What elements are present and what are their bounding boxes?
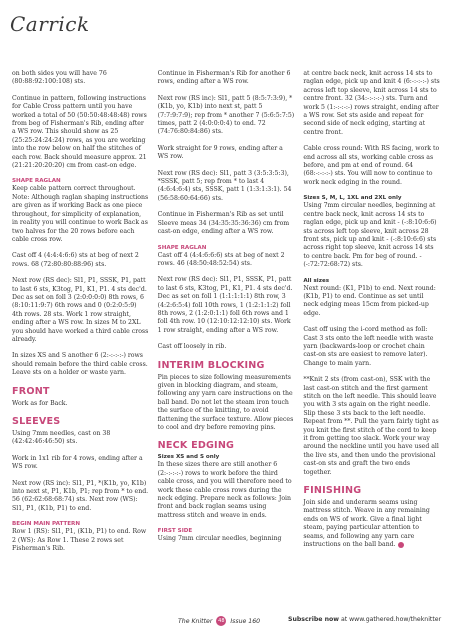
paragraph: Row 1 (RS): Sl1, P1, (K1b, P1) to end. Row 2 (WS): As Row 1. These 2 rows set Fisherman's Rib. bbox=[12, 528, 147, 553]
footer-subscribe[interactable] bbox=[288, 616, 441, 623]
paragraph: Keep cable pattern correct throughout. Note: Although raglan shaping instructions are given as if working Back as one piece throughout, for simplicity of explanation, in reality you will continue to work Back as two halves for the 20 rows before each cable cross row. bbox=[12, 185, 149, 243]
paragraph: at centre back neck, knit across 14 sts to raglan edge, pick up and knit 4 (6:-:-:-:-) sts across left top sleeve, knit across 14 sts to centre front. 32 (34:-:-:-:-) sts. Turn and work 5 (1:-:-:-:-) rows straight, ending after a WS row. Set sts aside and repeat for second side of neck edging, starting at centre front. bbox=[303, 70, 440, 136]
paragraph: Cable cross round: With RS facing, work to end across all sts, working cable cross as before, and pm at end of round. 64 (68:-:-:-:-) sts. You will now to continue to work neck edging in the round. bbox=[303, 145, 440, 186]
paragraph: Using 7mm circular needles, beginning at centre back neck, knit across 14 sts to raglan edge, pick up and knit - (-:8:10:6:6) sts across left top sleeve, knit across 28 front sts, pick up and knit - (-:8:10:6:6) sts across right top sleeve, knit across 14 sts to centre back. Pm for beg of round. - (-:72:72:68:72) sts. bbox=[303, 202, 437, 269]
section-subheading: Sizes XS and S only bbox=[157, 454, 220, 461]
paragraph: Work straight for 9 rows, ending after a WS row. bbox=[157, 144, 283, 161]
paragraph: Next round: (K1, P1b) to end. Next round: (K1b, P1) to end. Continue as set until neck edging meas 15cm from picked-up edge. bbox=[303, 284, 436, 317]
column-3 bbox=[303, 70, 440, 606]
page-title: Carrick bbox=[10, 12, 90, 36]
paragraph: Pin pieces to size following measurements given in blocking diagram, and steam, following any yarn care instructions on the ball band. Do not let the steam iron touch the surface of the knitting, to avoid flattening the surface texture. Allow pieces to cool and dry before removing pins. bbox=[157, 373, 294, 431]
section-heading: NECK EDGING bbox=[157, 440, 235, 452]
column-1 bbox=[12, 70, 149, 606]
footer-magazine bbox=[178, 616, 260, 626]
paragraph: Cast off 4 (4:4:4:6:6) sts at beg of next 2 rows. 68 (72:80:80:88:96) sts. bbox=[12, 252, 139, 268]
end-mark-icon bbox=[398, 542, 404, 548]
finishing-text: Join side and underarm seams using mattress stitch. Weave in any remaining ends on WS of work. Give a final light steam, paying particular attention to seams, and following any yarn care instructions on the ball band. bbox=[303, 499, 430, 549]
paragraph: In sizes XS and S another 6 (2:-:-:-:-) rows should remain before the third cable cross. Leave sts on a holder or waste yarn. bbox=[12, 352, 148, 377]
paragraph: Cast off 4 (4:4:6:6:6) sts at beg of next 2 rows. 46 (48:50:48:52:54) sts. bbox=[157, 251, 285, 267]
pattern-columns bbox=[12, 70, 440, 606]
section-subheading: SHAPE RAGLAN bbox=[157, 244, 207, 251]
paragraph: Cast off using the i-cord method as foll: Cast 3 sts onto the left needle with waste yarn (backwards-loop or crochet chain cast-on sts are easiest to remove later). Change to main yarn. bbox=[303, 326, 434, 367]
section-subheading: BEGIN MAIN PATTERN bbox=[12, 521, 81, 528]
section-subheading: FIRST SIDE bbox=[157, 528, 193, 535]
subscribe-url[interactable]: at www.gathered.how/theknitter bbox=[340, 616, 442, 623]
section-heading: INTERIM BLOCKING bbox=[157, 359, 265, 371]
section-subheading: All sizes bbox=[303, 277, 330, 284]
section-subheading: SHAPE RAGLAN bbox=[12, 178, 61, 185]
paragraph: Work as for Back. bbox=[12, 399, 68, 407]
paragraph: Cast off loosely in rib. bbox=[157, 343, 227, 351]
column-2 bbox=[158, 70, 295, 606]
page-footer bbox=[0, 612, 452, 632]
paragraph: Work in 1x1 rib for 4 rows, ending after a WS row. bbox=[12, 454, 143, 471]
section-subheading: Sizes S, M, L, 1XL and 2XL only bbox=[303, 195, 402, 202]
page-number-badge: 48 bbox=[218, 618, 225, 624]
paragraph: In these sizes there are still another 6 (2:-:-:-:-) rows to work before the third cable cross, and you will therefore need to work these cable cross rows during the neck edging. Prepare neck as follows: Join front and back raglan seams using mattress stitch and weave in ends. bbox=[157, 461, 292, 519]
paragraph: Next row (RS inc): Sl1, P1, *(K1b, yo, K1b) into next st, P1, K1b, P1; rep from * to end. 56 (62:62:68:68:74) sts. Next row (WS): Sl1, P1, (K1b, P1) to end. bbox=[12, 479, 149, 512]
paragraph: Next row (RS dec): Sl1, P1, SSSK, P1, patt to last 6 sts, K3tog, P1, K1, P1. 4 sts dec'd. Dec as set on foll 3 (2:0:0:0:0) 8th rows, 6 (8:10:11:9:7) 6th rows and 0 (0:2:0:5:9) 4th rows. 28 sts. Work 1 row straight, ending after a WS row. In sizes M to 2XL you should have worked a third cable cross already. bbox=[12, 277, 149, 343]
paragraph: on both sides you will have 76 (80:88:92:100:108) sts. bbox=[12, 70, 107, 86]
paragraph: Using 7mm needles, cast on 38 (42:42:46:46:50) sts. bbox=[12, 430, 111, 446]
paragraph: Using 7mm circular needles, beginning bbox=[157, 535, 282, 543]
issue-number: Issue 160 bbox=[230, 618, 261, 625]
magazine-name: The Knitter bbox=[178, 618, 213, 625]
section-heading: FRONT bbox=[12, 385, 50, 397]
page-header bbox=[0, 0, 452, 52]
section-heading: SLEEVES bbox=[12, 416, 61, 427]
paragraph: Continue in Fisherman's Rib for another 6 rows, ending after a WS row. bbox=[157, 70, 291, 86]
paragraph: Next row (RS dec): Sl1, P1, SSSK, P1, patt to last 6 sts, K3tog, P1, K1, P1. 4 sts dec'd. Dec as set on foll 1 (1:1:1:1:1) 8th row, 3 (4:2:6:5:4) foll 10th rows, 1 (1:2:1:1:2) foll 8th rows, 2 (1:2:0:1:1) foll 6th rows and 1 foll 4th row. 10 (12:10:12:12:10) sts. Work 1 row straight, ending after a WS row. bbox=[157, 276, 293, 334]
paragraph: Next row (RS inc): Sl1, patt 5 (8:5:7:3:9), *(K1b, yo, K1b) into next st, patt 5 (7:7:9:7:9); rep from * another 7 (5:6:5:7:5) times, patt 2 (4:0:0:0:4) to end. 72 (74:76:80:84:86) sts. bbox=[157, 94, 295, 136]
paragraph: **Knit 2 sts (from cast-on), SSK with the last cast-on stitch and the first garment stitch on the left needle. This should leave you with 3 sts again on the right needle. Slip these 3 sts back to the left needle. Repeat from **. Pull the yarn fairly tight as you knit the first stitch of the cord to keep it from getting too slack. Work your way around the neckline until you have used all the live sts, and then undo the provisional cast-on sts and graft the two ends together. bbox=[303, 376, 439, 476]
subscribe-label: Subscribe now bbox=[288, 616, 339, 623]
paragraph: Continue in pattern, following instructions for Cable Cross pattern until you have worked a total of 50 (50:50:48:48:48) rows from beg of Fisherman's Rib, ending after a WS row. This should show as 25 (25:25:24:24:24) rows, as you are working into the row below on half the stitches of each row. Back should measure approx. 21 (21:21:20:20:20) cm from cast-on edge. bbox=[12, 94, 147, 170]
paragraph bbox=[303, 499, 440, 549]
section-heading: FINISHING bbox=[303, 485, 362, 497]
paragraph: Continue in Fisherman's Rib as set until Sleeve meas 34 (34:35:35:36:36) cm from cast-on edge, ending after a WS row. bbox=[157, 211, 290, 236]
paragraph: Next row (RS dec): Sl1, patt 3 (3:5:3:5:3), *SSSK, patt 5; rep from * to last 4 (4:6:4:6:4) sts, SSSK, patt 1 (1:3:1:3:1). 54 (56:58:60:64:66) sts. bbox=[157, 169, 292, 202]
